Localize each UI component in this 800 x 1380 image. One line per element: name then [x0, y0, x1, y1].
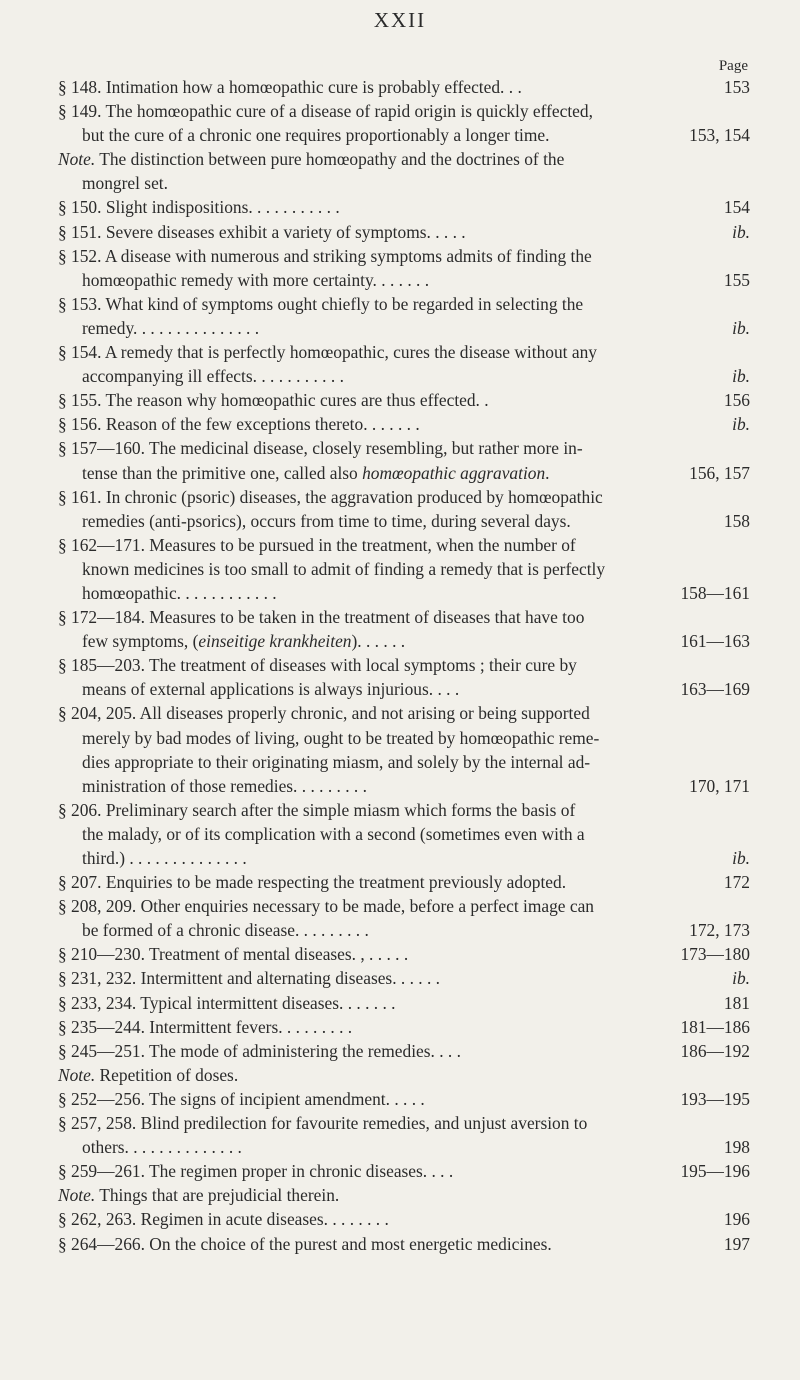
toc-line-text: § 208, 209. Other enquiries necessary to be made, before a perfect image can: [58, 896, 594, 917]
toc-line: [58, 436, 750, 460]
toc-page-number: 197: [723, 1233, 750, 1254]
toc-line-text: § 155. The reason why homœopathic cures are thus effected. .: [58, 390, 489, 411]
toc-line-text: [82, 631, 405, 651]
toc-line-text: § 148. Intimation how a homœopathic cure is probably effected. . .: [58, 77, 522, 97]
toc-line-text: § 154. A remedy that is perfectly homœopathic, cures the disease without any: [58, 342, 597, 363]
toc-line-text: [82, 463, 550, 483]
toc-line-text: homœopathic. . . . . . . . . . . .: [82, 582, 277, 603]
toc-line: [58, 171, 750, 195]
note-label: Note.: [58, 1064, 96, 1085]
toc-page-number: 172, 173: [689, 920, 750, 941]
toc-page-number: ib.: [732, 968, 750, 989]
toc-line: [58, 388, 750, 412]
toc-line: [58, 1015, 750, 1039]
toc-line-text: § 162—171. Measures to be pursued in the treatment, when the number of: [58, 534, 576, 555]
toc-page-number: 158—161: [680, 582, 750, 603]
toc-page-number: 173—180: [680, 944, 750, 965]
toc-line-text: § 252—256. The signs of incipient amendment. . . . .: [58, 1088, 425, 1109]
note-text: The distinction between pure homœopathy and the doctrines of the: [95, 149, 565, 170]
toc-line: [58, 1207, 750, 1231]
toc-line-text: § 161. In chronic (psoric) diseases, the aggravation produced by homœopathic: [58, 486, 603, 507]
toc-page-number: 154: [723, 197, 750, 218]
toc-line: [58, 485, 750, 509]
toc-line: [58, 195, 750, 219]
toc-line-text: dies appropriate to their originating miasm, and solely by the internal ad-: [82, 751, 591, 772]
toc-line: [58, 822, 750, 846]
toc-page-number: ib.: [732, 848, 750, 868]
toc-page-number: 170, 171: [689, 775, 750, 796]
toc-line-text: § 185—203. The treatment of diseases with local symptoms ; their cure by: [58, 655, 577, 676]
toc-line-text: § 259—261. The regimen proper in chronic diseases. . . .: [58, 1161, 454, 1182]
toc-line: [58, 894, 750, 918]
toc-line: [58, 1183, 750, 1207]
toc-line-text: homœopathic remedy with more certainty. . . . . . .: [82, 269, 430, 290]
toc-line: [58, 918, 750, 942]
toc-line-text: § 207. Enquiries to be made respecting the treatment previously adopted.: [58, 872, 567, 893]
toc-page-number: 156, 157: [689, 462, 750, 483]
toc-page-number: 172: [723, 872, 750, 893]
toc-page-number: 195—196: [680, 1161, 750, 1182]
toc-line: [58, 966, 750, 990]
toc-page-number: ib.: [732, 366, 750, 387]
toc-line: [58, 726, 750, 750]
toc-line-text: the malady, or of its complication with a second (sometimes even with a: [82, 823, 585, 844]
toc-line: [58, 268, 750, 292]
toc-line-text: merely by bad modes of living, ought to be treated by homœopathic reme-: [82, 727, 600, 748]
toc-line: [58, 75, 750, 99]
toc-line: [58, 750, 750, 774]
toc-page-number: ib.: [732, 414, 750, 435]
toc-line-text: remedy. . . . . . . . . . . . . . .: [82, 317, 260, 338]
toc-line-text: § 151. Severe diseases exhibit a variety of symptoms. . . . .: [58, 221, 466, 242]
toc-line-text: [58, 1065, 238, 1085]
toc-line: [58, 557, 750, 581]
toc-line-text: § 153. What kind of symptoms ought chiefly to be regarded in selecting the: [58, 293, 584, 314]
toc-page-number: 153: [723, 77, 750, 97]
toc-page-number: 158: [723, 510, 750, 531]
toc-line: [58, 605, 750, 629]
toc-fragment: homœopathic aggravation: [362, 462, 546, 483]
toc-line: [58, 1232, 750, 1256]
toc-line: [58, 99, 750, 123]
toc-page-number: 196: [723, 1209, 750, 1230]
toc-page-number: ib.: [732, 221, 750, 242]
toc-line-text: others. . . . . . . . . . . . . .: [82, 1137, 242, 1158]
toc-page-number: 193—195: [680, 1088, 750, 1109]
toc-line: [58, 147, 750, 171]
toc-line: [58, 677, 750, 701]
toc-page-number: 181: [723, 992, 750, 1013]
toc-line: [58, 942, 750, 966]
toc-line: [58, 1111, 750, 1135]
toc-fragment: einseitige krankheiten: [198, 631, 352, 652]
toc-line-text: § 206. Preliminary search after the simple miasm which forms the basis of: [58, 799, 576, 820]
toc-page-number: 163—169: [680, 679, 750, 700]
toc-line: [58, 629, 750, 653]
toc-line: [58, 461, 750, 485]
note-label: Note.: [58, 149, 96, 170]
toc-line-text: § 150. Slight indispositions. . . . . . . . . . .: [58, 197, 340, 218]
toc-line-text: § 257, 258. Blind predilection for favourite remedies, and unjust aversion to: [58, 1113, 588, 1134]
toc-line: [58, 509, 750, 533]
toc-line-text: mongrel set.: [82, 173, 168, 194]
toc-line-text: be formed of a chronic disease. . . . . . . . .: [82, 920, 369, 941]
toc-fragment: tense than the primitive one, called also: [82, 462, 363, 483]
toc-fragment: .: [545, 462, 550, 483]
toc-page-number: 153, 154: [689, 125, 750, 146]
note-label: Note.: [58, 1185, 96, 1206]
toc-line: [58, 798, 750, 822]
toc-line-text: remedies (anti-psorics), occurs from time to time, during several days.: [82, 510, 571, 531]
toc-line: [58, 1087, 750, 1111]
toc-line-text: but the cure of a chronic one requires proportionably a longer time.: [82, 125, 550, 146]
toc-line-text: § 157—160. The medicinal disease, closely resembling, but rather more in-: [58, 438, 583, 459]
toc-line: [58, 701, 750, 725]
toc-line-text: § 172—184. Measures to be taken in the treatment of diseases that have too: [58, 607, 585, 628]
toc-line: [58, 581, 750, 605]
table-of-contents: [58, 75, 750, 1256]
toc-page-number: 155: [723, 269, 750, 290]
toc-line: [58, 774, 750, 798]
toc-line-text: § 156. Reason of the few exceptions thereto. . . . . . .: [58, 414, 420, 435]
toc-page-number: 161—163: [680, 631, 750, 652]
toc-line-text: § 235—244. Intermittent fevers. . . . . . . . .: [58, 1016, 353, 1037]
toc-page-number: ib.: [732, 317, 750, 338]
toc-fragment: ). . . . . .: [351, 631, 406, 652]
toc-page-number: 186—192: [680, 1040, 750, 1061]
toc-line-text: § 262, 263. Regimen in acute diseases. . . . . . . .: [58, 1209, 389, 1230]
roman-folio: XXII: [373, 8, 427, 32]
toc-line: [58, 991, 750, 1015]
toc-line-text: § 152. A disease with numerous and striking symptoms admits of finding the: [58, 245, 592, 266]
toc-line: [58, 870, 750, 894]
toc-line: [58, 316, 750, 340]
toc-line: [58, 1039, 750, 1063]
toc-line-text: § 245—251. The mode of administering the remedies. . . .: [58, 1040, 461, 1061]
toc-line: [58, 292, 750, 316]
toc-line-text: [58, 1185, 339, 1205]
toc-line: [58, 846, 750, 870]
toc-line-text: [58, 149, 564, 169]
toc-line: [58, 364, 750, 388]
toc-line: [58, 123, 750, 147]
toc-line-text: ministration of those remedies. . . . . . . . .: [82, 775, 367, 796]
toc-line-text: means of external applications is always injurious. . . .: [82, 679, 460, 700]
toc-line-text: § 204, 205. All diseases properly chronic, and not arising or being supported: [58, 703, 590, 724]
toc-line-text: § 233, 234. Typical intermittent diseases. . . . . . .: [58, 992, 396, 1013]
toc-fragment: few symptoms, (: [82, 631, 199, 652]
toc-line: [58, 220, 750, 244]
note-text: Things that are prejudicial therein.: [95, 1185, 340, 1206]
toc-line: [58, 1135, 750, 1159]
toc-line-text: § 149. The homœopathic cure of a disease of rapid origin is quickly effected,: [58, 101, 593, 122]
toc-line: [58, 412, 750, 436]
toc-line: [58, 340, 750, 364]
page-column-heading: Page: [718, 58, 748, 74]
toc-line: [58, 1159, 750, 1183]
note-text: Repetition of doses.: [95, 1064, 239, 1085]
toc-line: [58, 653, 750, 677]
toc-line: [58, 533, 750, 557]
toc-line-text: third.) . . . . . . . . . . . . . .: [82, 848, 247, 868]
toc-line-text: § 210—230. Treatment of mental diseases. , . . . . .: [58, 944, 409, 965]
toc-page-number: 198: [723, 1137, 750, 1158]
toc-line-text: accompanying ill effects. . . . . . . . . . .: [82, 366, 344, 387]
toc-page-number: 156: [723, 390, 750, 411]
toc-line-text: § 264—266. On the choice of the purest and most energetic medicines.: [58, 1233, 552, 1254]
toc-page-number: 181—186: [680, 1016, 750, 1037]
toc-line: [58, 244, 750, 268]
toc-line: [58, 1063, 750, 1087]
toc-line-text: § 231, 232. Intermittent and alternating diseases. . . . . .: [58, 968, 441, 989]
toc-line-text: known medicines is too small to admit of finding a remedy that is perfectly: [82, 558, 606, 579]
